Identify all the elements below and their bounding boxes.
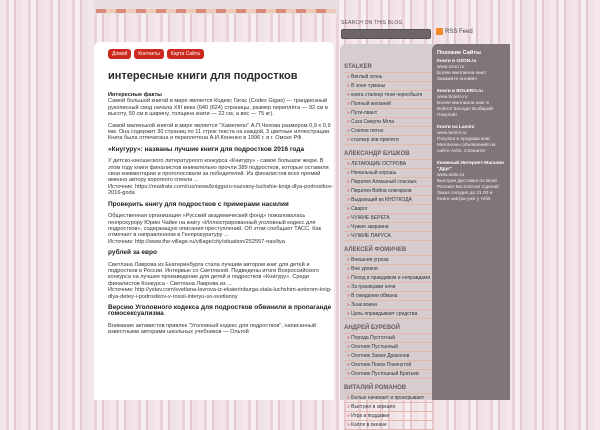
sidebar-link[interactable]: » За границами ночи: [344, 283, 434, 292]
sidebar-link[interactable]: » ЧУЖИЕ ПАРУСА: [344, 232, 434, 241]
sidebar-section-list: [344, 255, 434, 319]
paragraph: [108, 262, 334, 300]
similar-site-name[interactable]: Книги в OZON.ru: [437, 59, 477, 64]
sidebar-link[interactable]: » Полный желаний: [344, 100, 434, 109]
sidebar-link[interactable]: » Игра в поддавки: [344, 412, 434, 421]
page-title: интересные книги для подростков: [108, 70, 298, 82]
sidebar-link[interactable]: » Чужие закраина: [344, 223, 434, 232]
sidebar-link[interactable]: » Белые начинает и проигрывает: [344, 394, 434, 403]
section-heading: рублей за евро: [108, 249, 157, 257]
sidebar-link[interactable]: » Охотник Пустынный: [344, 343, 434, 352]
sidebar-link[interactable]: » Охотник Замок Драконов: [344, 352, 434, 361]
sidebar-link[interactable]: » Поход в правдивом и неправдами: [344, 274, 434, 283]
sidebar-link[interactable]: » Пиратия Война олигархов: [344, 187, 434, 196]
sidebar-section-title: ВИТАЛИЙ РОМАНОВ: [344, 385, 407, 391]
sidebar-link[interactable]: » Вне уровня: [344, 265, 434, 274]
similar-site-url: www.bolero.ru: [437, 95, 468, 100]
rss-icon: [436, 28, 443, 35]
source-link[interactable]: Источник: https://readrate.com/rus/news/knigguru-nazvany-luchshie-knigi-dlya-podrostkov-2016-goda: [108, 183, 334, 197]
similar-site-desc: Покупка и продажа книг. Миллионы объявлений на сайте Avito. Спешите!: [437, 137, 496, 154]
source-link[interactable]: Источник: http://ystav.com/svetlana-lavrova-iz-ekaterinburga-stala-luchshim-avtorom-knig-dlya-detey-i-podrostkov-v-rossii-interyu-so-svetlanoy: [108, 287, 332, 300]
sidebar-link[interactable]: » Охотник Поиск Покинутой: [344, 361, 434, 370]
header-stripe: [96, 9, 336, 13]
sidebar-link[interactable]: » Сварог: [344, 205, 434, 214]
sidebar-section-title: АЛЕКСАНДР БУШКОВ: [344, 151, 410, 157]
source-link[interactable]: Источник: http://www.the-village.ru/village/city/situation/252557-nasiliya: [108, 238, 285, 245]
similar-site-desc: Более миллиона книг в Bolero! Заходи! Выбирай! Покупай!: [437, 101, 494, 118]
nav-contacts[interactable]: Контакты: [134, 49, 164, 59]
search-input[interactable]: [341, 29, 431, 39]
nav-home[interactable]: Домой: [108, 49, 131, 59]
sidebar-link[interactable]: » Порода Пустотный: [344, 334, 434, 343]
similar-site-block[interactable]: [437, 89, 505, 119]
sidebar-section-title: АЛЕКСЕЙ ФОМИЧЕВ: [344, 247, 407, 253]
top-nav: [108, 49, 204, 59]
sidebar-section-title: АНДРЕЙ БУРЕВОЙ: [344, 325, 400, 331]
sidebar-link[interactable]: » Сага Смерти Мгла: [344, 118, 434, 127]
sidebar-link[interactable]: » Знак воина: [344, 301, 434, 310]
similar-site-url: www.ozon.ru: [437, 65, 465, 70]
sidebar-link[interactable]: » Капля в океане: [344, 421, 434, 430]
sidebar-link[interactable]: » Начальный хорошь: [344, 169, 434, 178]
paragraph: [108, 158, 334, 196]
sidebar-link[interactable]: » книга сталкер тени чернобыля: [344, 91, 434, 100]
paragraph: Самой маленькой книгой в мире является "Хамелеон" А.П.Чехова размером 0,9 х 0,9 мм. Она содержит 30 страниц по 11 строк текста на каждой, 3 цветные иллюстрации. Книга была отпечатана и переплетена А.И.Коненко в 1996 г. в г. Омске РФ.: [108, 122, 331, 142]
sidebar-link[interactable]: » сталкер зов припяти: [344, 136, 434, 145]
sidebar-link[interactable]: » Пути-пвант: [344, 109, 434, 118]
search-label: SEARCH ON THIS BLOG: [341, 20, 403, 26]
sidebar-link[interactable]: » Охотник Пустошный Братьев: [344, 370, 434, 379]
sidebar-link[interactable]: » Цель оправдывает средства: [344, 310, 434, 319]
similar-sites-inner: [432, 44, 510, 215]
similar-site-url: www.lamini.ru: [437, 131, 467, 136]
similar-site-name[interactable]: Книги на Lamini: [437, 125, 475, 130]
sidebar-section-list: [344, 159, 434, 241]
nav-sitemap[interactable]: Карта Сайта: [167, 49, 204, 59]
paragraph-text: Общественная организация «Русский академический фонд» пожаловалась генпрокурору Юрию Чайке на книгу «Иллюстрированный уголовный кодекс для подростков», содержащую описания преступлений. Об этом сообщает ТАСС. Как отмечает в направленном в Генпрокуратуру ...: [108, 213, 322, 239]
category-list: [344, 58, 434, 430]
similar-sites-panel: [432, 44, 510, 400]
similar-site-name[interactable]: Книжный Интернет-Магазин "Друг": [437, 161, 504, 172]
similar-site-desc: Более миллиона книг! Закажите онлайн!: [437, 71, 487, 82]
similar-site-name[interactable]: Книги в BOLERO.ru: [437, 89, 483, 94]
section-heading: Версию Уголовного кодекса для подростков обвинили в пропаганде гомосексуализма: [108, 303, 332, 318]
sidebar-section-list: [344, 72, 434, 145]
similar-site-url: www.avito.ru: [437, 173, 465, 178]
similar-site-block[interactable]: [437, 59, 505, 83]
search-area: [341, 20, 511, 39]
paragraph: Внимание активистов привлек "Уголовный кодекс для подростков", написанный известными авторами школьных учебников — Ольгой: [108, 322, 316, 336]
paragraph-text: Светлана Лаврова из Екатеринбурга стала лучшим автором книг для детей и подростков в России. Интервью со Светланой. Подведены итоги Всероссийского конкурса на лучшее произведение для детей и подростков «Книгуру». Среди финалистов Конкурса - Светлана Лаврова из ...: [108, 261, 320, 287]
sidebar-section-title: STALKER: [344, 64, 372, 70]
sidebar-link[interactable]: » ЧУЖИЕ БЕРЕГА: [344, 214, 434, 223]
similar-site-block[interactable]: [437, 125, 505, 155]
sidebar-link[interactable]: » Слепое пятно: [344, 127, 434, 136]
sidebar-link[interactable]: » Выстрел в зеркало: [344, 403, 434, 412]
main-content: [94, 42, 334, 400]
sidebar-link[interactable]: » Пиратия Алмазный спасиых: [344, 178, 434, 187]
sidebar-link[interactable]: » Внешняя угроза: [344, 256, 434, 265]
section-heading: «Кнугуру»: названы лучшие книги для подростков 2016 года: [108, 145, 305, 153]
paragraph: [108, 213, 334, 245]
sidebar-link[interactable]: » В зоне туманы: [344, 82, 434, 91]
section-subtitle: Интересные факты: [108, 92, 162, 98]
similar-site-block[interactable]: [437, 161, 505, 203]
sidebar-link[interactable]: » ЛЕТАЮЩИЕ ОСТРОВА: [344, 160, 434, 169]
paragraph: Самой большой книгой в мире является Кодекс Гигас (Codex Gigas) — грандиозный рукописный свод начала XIII века (640 (624) страницы, размер переплёта — 92 см в высоту, 50 см в ширину, толщина книги — 22 см, а вес — 75 кг).: [108, 98, 328, 118]
sidebar-link[interactable]: » В ожидании обмана: [344, 292, 434, 301]
rss-feed-link[interactable]: [436, 28, 473, 35]
similar-site-desc: Быстрая Доставка по Всей России! Бесплатно! Сделай Заказ сегодня до 21.00 и Книги завтра уже у тебя: [437, 179, 499, 202]
rss-label: RSS Feed: [445, 28, 473, 35]
similar-sites-title: Похожие Сайты: [437, 50, 481, 56]
sidebar-section-list: [344, 393, 434, 430]
sidebar-link[interactable]: » Выдающий из КНОТКОДА: [344, 196, 434, 205]
paragraph-text: У детско-юношеского литературного конкурса «Книгуру» - самое большое жюри. В этом году книги финалистов внимательно прочли 389 подростков, которые оставили свои комментарии и проголосовали за победителей. Из финалистов всех премий именно автору короткого спекла ...: [108, 158, 329, 184]
article-body: [108, 92, 334, 341]
section-heading: Проверить книгу для подростков с примерами насилия: [108, 200, 289, 208]
sidebar-link[interactable]: » Веглый огонь: [344, 73, 434, 82]
sidebar-section-list: [344, 333, 434, 379]
